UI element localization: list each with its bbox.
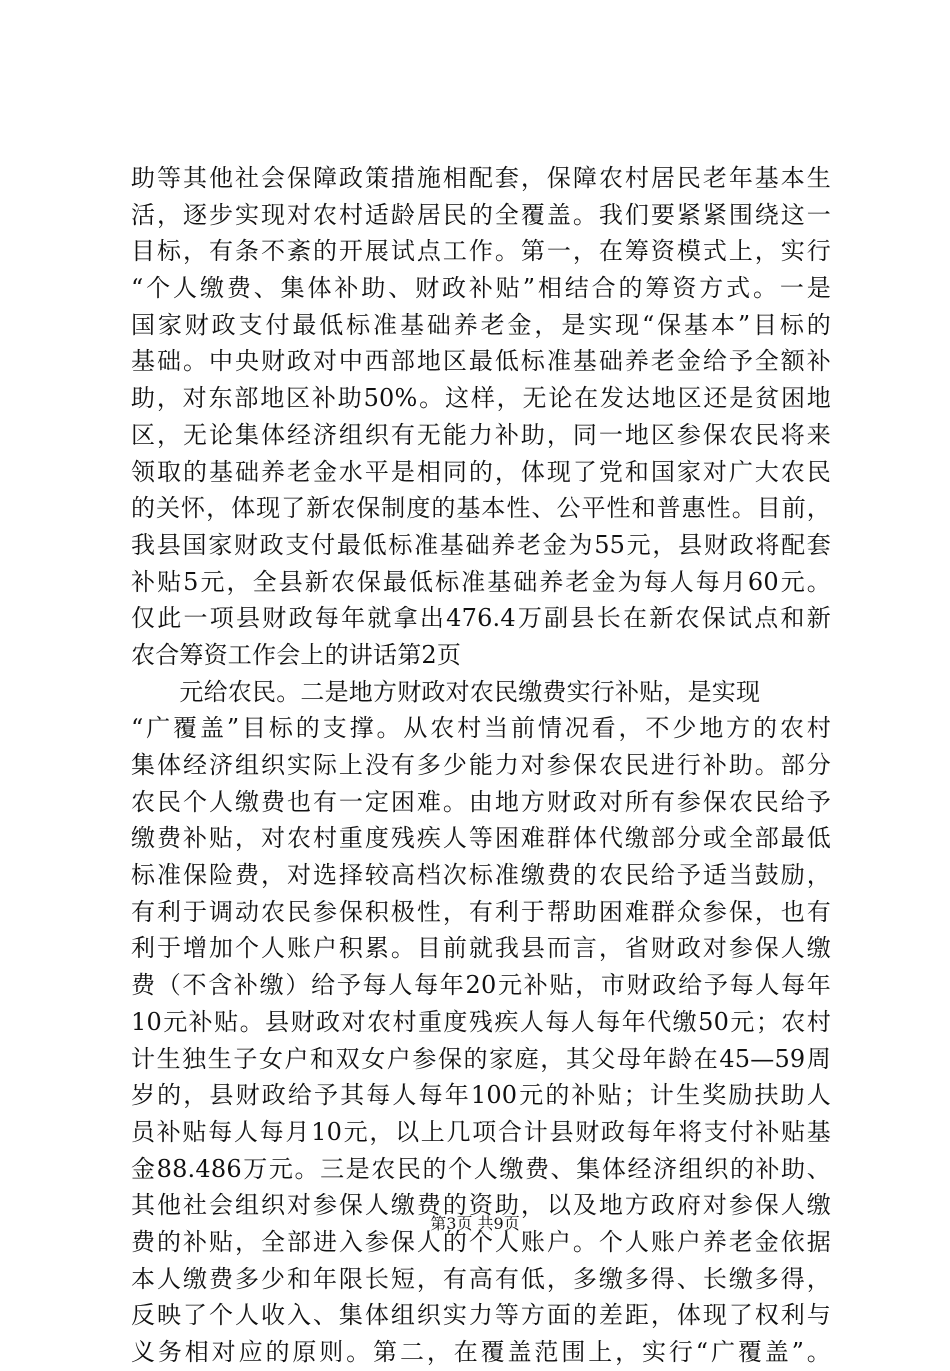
text-line: 助等其他社会保障政策措施相配套，保障农村居民老年基本生: [131, 164, 831, 192]
text-line: 其他社会组织对参保人缴费的资助，以及地方政府对参保人缴: [131, 1191, 831, 1220]
text-line: 补贴5元，全县新农保最低标准基础养老金为每人每月60元。: [131, 567, 831, 596]
text-line: 仅此一项县财政每年就拿出476.4万副县长在新农保试点和新: [131, 604, 831, 633]
text-line: 费（不含补缴）给予每人每年20元补贴，市财政给予每人每年: [131, 971, 831, 1000]
text-line: 本人缴费多少和年限长短，有高有低，多缴多得、长缴多得，: [131, 1264, 831, 1293]
page-number: 第3页 共9页: [430, 1214, 520, 1233]
text-line: 目标，有条不紊的开展试点工作。第一，在筹资模式上，实行: [131, 237, 831, 266]
text-line: 10元补贴。县财政对农村重度残疾人每人每年代缴50元；农村: [131, 1007, 831, 1036]
text-line: 员补贴每人每月10元，以上几项合计县财政每年将支付补贴基: [131, 1117, 831, 1146]
text-line: 费的补贴，全部进入参保人的个人账户。个人账户养老金依据: [131, 1227, 831, 1256]
body-text: [131, 160, 831, 1371]
text-line: 利于增加个人账户积累。目前就我县而言，省财政对参保人缴: [131, 934, 831, 963]
text-line: 活，逐步实现对农村适龄居民的全覆盖。我们要紧紧围绕这一: [131, 200, 831, 229]
text-line: “广覆盖”目标的支撑。从农村当前情况看，不少地方的农村: [131, 714, 831, 743]
text-line: “个人缴费、集体补助、财政补贴”相结合的筹资方式。一是: [131, 274, 831, 303]
text-line: 元给农民。二是地方财政对农民缴费实行补贴，是实现: [131, 677, 761, 706]
text-line: 农民个人缴费也有一定困难。由地方财政对所有参保农民给予: [131, 787, 831, 816]
text-line: 有利于调动农民参保积极性，有利于帮助困难群众参保，也有: [131, 897, 831, 926]
text-line: 计生独生子女户和双女户参保的家庭，其父母年龄在45—59周: [131, 1044, 831, 1073]
text-line: 我县国家财政支付最低标准基础养老金为55元，县财政将配套: [131, 530, 831, 559]
text-line: 反映了个人收入、集体组织实力等方面的差距，体现了权利与: [131, 1301, 831, 1330]
text-line: 集体经济组织实际上没有多少能力对参保农民进行补助。部分: [131, 751, 831, 779]
text-line: 缴费补贴，对农村重度残疾人等困难群体代缴部分或全部最低: [131, 824, 831, 853]
text-line: 区，无论集体经济组织有无能力补助，同一地区参保农民将来: [131, 420, 831, 449]
text-line: 义务相对应的原则。第二，在覆盖范围上，实行“广覆盖”。: [131, 1338, 831, 1366]
page-footer: [0, 1214, 950, 1234]
text-line: 金88.486万元。三是农民的个人缴费、集体经济组织的补助、: [131, 1154, 831, 1183]
text-line: 助，对东部地区补助50%。这样，无论在发达地区还是贫困地: [131, 384, 831, 413]
text-line: 基础。中央财政对中西部地区最低标准基础养老金给予全额补: [131, 347, 831, 376]
text-line: 岁的，县财政给予其每人每年100元的补贴；计生奖励扶助人: [131, 1081, 831, 1110]
text-line: 国家财政支付最低标准基础养老金，是实现“保基本”目标的: [131, 310, 831, 339]
text-line: 的关怀，体现了新农保制度的基本性、公平性和普惠性。目前，: [131, 494, 831, 523]
text-line: 农合筹资工作会上的讲话第2页: [131, 640, 462, 669]
text-line: 标准保险费，对选择较高档次标准缴费的农民给予适当鼓励，: [131, 861, 831, 890]
text-line: 领取的基础养老金水平是相同的，体现了党和国家对广大农民: [131, 457, 831, 486]
